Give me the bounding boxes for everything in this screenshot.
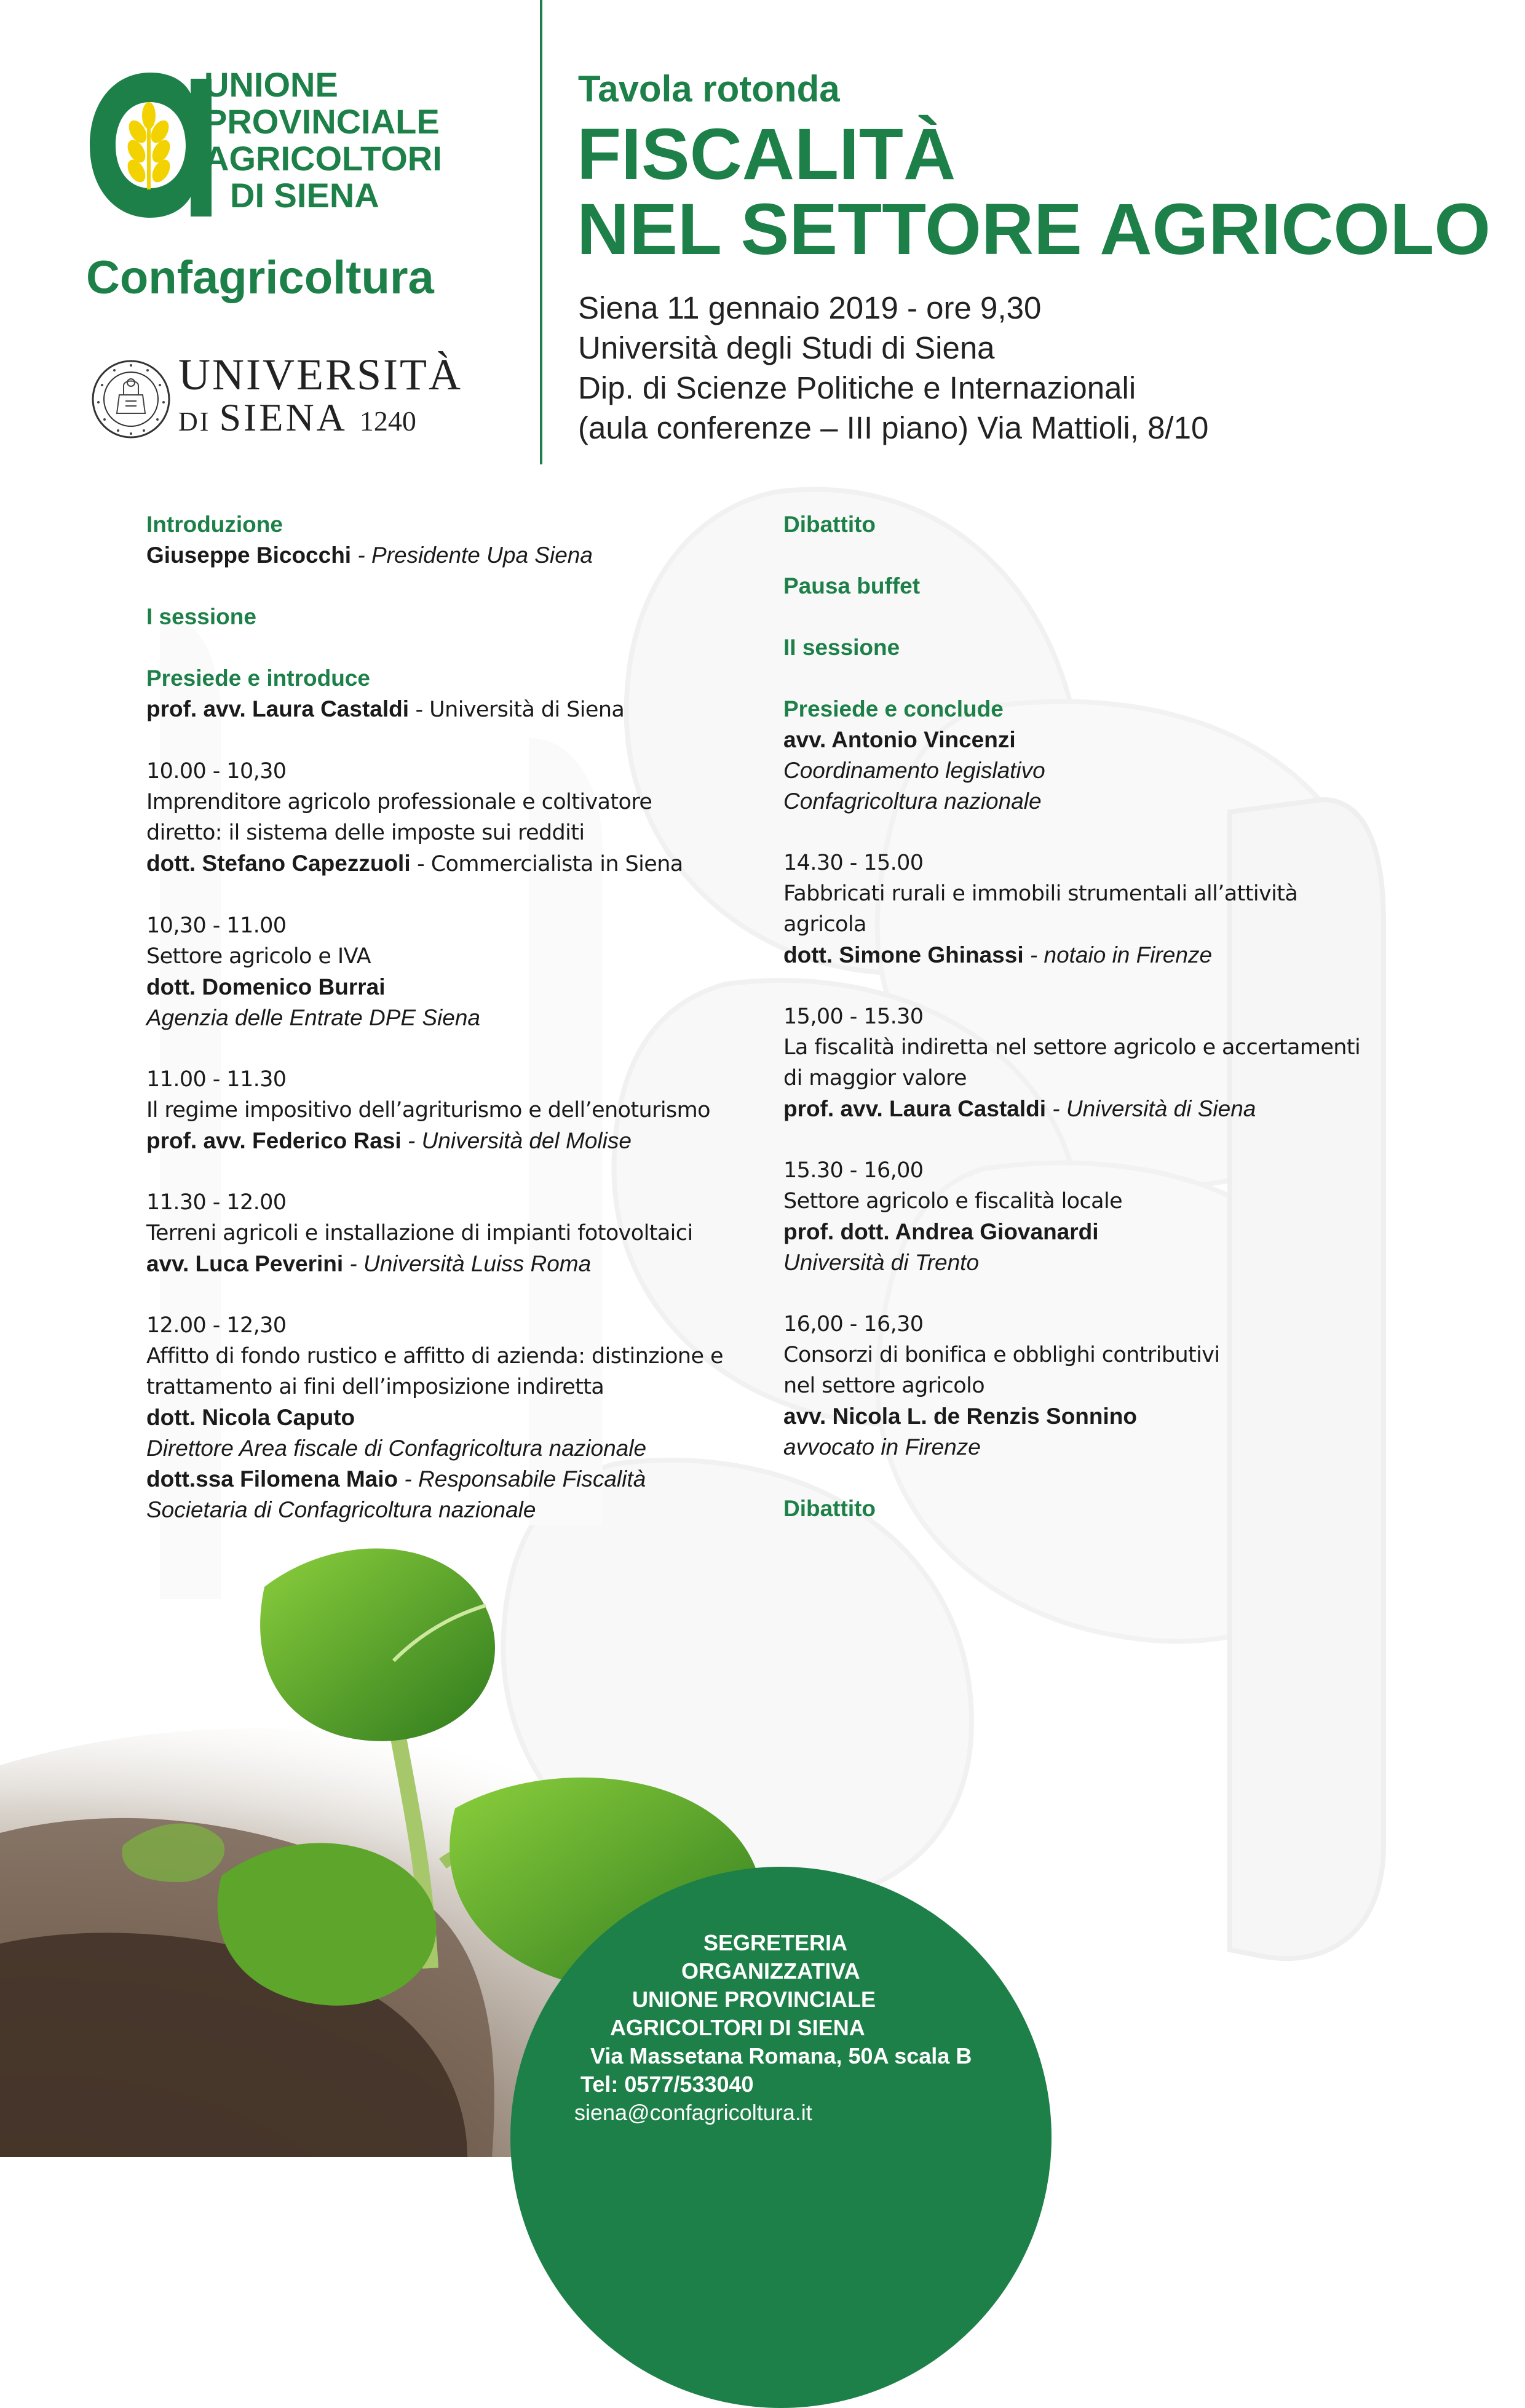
confagricoltura-brand: Confagricoltura bbox=[86, 252, 434, 304]
debate-2 bbox=[783, 1493, 1360, 1524]
talk-speaker bbox=[146, 1126, 723, 1156]
upa-logo-icon bbox=[85, 66, 215, 221]
speaker-name: Giuseppe Bicocchi bbox=[146, 542, 352, 568]
logo-line-3: AGRICOLTORI bbox=[204, 139, 442, 178]
speaker-role: Università Luiss Roma bbox=[363, 1251, 592, 1276]
upa-logo-text bbox=[204, 66, 442, 214]
talk-9 bbox=[783, 1309, 1360, 1463]
speaker-name: avv. Luca Peverini bbox=[146, 1251, 344, 1276]
talk-8 bbox=[783, 1155, 1360, 1278]
talk-title: Il regime impositivo dell’agriturismo e dell’enoturismo bbox=[146, 1098, 710, 1123]
speaker-name: prof. dott. Andrea Giovanardi bbox=[783, 1219, 1099, 1244]
speaker-role-cont: Societaria di Confagricoltura nazionale bbox=[146, 1497, 536, 1522]
debate-1 bbox=[783, 509, 1360, 540]
talk-4 bbox=[146, 1187, 723, 1279]
footer-line-4: AGRICOLTORI DI SIENA bbox=[610, 2015, 865, 2040]
footer-line-2: ORGANIZZATIVA bbox=[681, 1958, 860, 1984]
talk-7 bbox=[783, 1001, 1360, 1124]
separator: - bbox=[409, 697, 430, 722]
talk-speaker bbox=[783, 1094, 1360, 1124]
session-1-heading: I sessione bbox=[146, 604, 256, 629]
university-year: 1240 bbox=[359, 405, 416, 437]
separator: - bbox=[343, 1251, 364, 1276]
university-siena bbox=[178, 395, 416, 440]
talk-title: Imprenditore agricolo professionale e coltivatore bbox=[146, 790, 652, 814]
speaker-role-cont: Confagricoltura nazionale bbox=[783, 789, 1042, 814]
title-line-1: FISCALITÀ bbox=[577, 114, 956, 195]
lunch-break bbox=[783, 571, 1360, 602]
footer-email-link[interactable]: siena@confagricoltura.it bbox=[574, 2100, 812, 2125]
talk-5 bbox=[146, 1310, 723, 1525]
separator: - bbox=[410, 852, 431, 876]
intro-heading: Introduzione bbox=[146, 512, 283, 537]
separator: - bbox=[401, 1128, 422, 1153]
talk-title-cont: diretto: il sistema delle imposte sui redditi bbox=[146, 821, 585, 845]
separator: - bbox=[398, 1466, 419, 1492]
talk-2 bbox=[146, 910, 723, 1033]
separator: - bbox=[1046, 1096, 1066, 1121]
page-title bbox=[577, 114, 1491, 270]
speaker-role: Responsabile Fiscalità bbox=[418, 1466, 646, 1492]
intro-speaker bbox=[146, 540, 723, 571]
session-2-heading: II sessione bbox=[783, 635, 900, 660]
separator: - bbox=[1023, 942, 1044, 968]
footer-address: Via Massetana Romana, 50A scala B bbox=[590, 2043, 972, 2068]
talk-title-cont: di maggior valore bbox=[783, 1066, 967, 1091]
talk-time: 11.30 - 12.00 bbox=[146, 1190, 287, 1215]
talk-speaker bbox=[783, 940, 1360, 971]
talk-3 bbox=[146, 1064, 723, 1156]
speaker-role: Commercialista in Siena bbox=[430, 852, 683, 876]
speaker-name: prof. avv. Federico Rasi bbox=[146, 1128, 402, 1153]
speaker-role: avvocato in Firenze bbox=[783, 1434, 981, 1460]
talk-title: Affitto di fondo rustico e affitto di azienda: distinzione e bbox=[146, 1344, 723, 1369]
talk-title: Settore agricolo e fiscalità locale bbox=[783, 1189, 1123, 1214]
program-left-column bbox=[146, 509, 723, 1525]
talk-time: 16,00 - 16,30 bbox=[783, 1312, 924, 1337]
talk-1 bbox=[146, 756, 723, 880]
speaker-name: dott. Simone Ghinassi bbox=[783, 942, 1024, 968]
speaker-name: avv. Antonio Vincenzi bbox=[783, 727, 1016, 752]
university-seal-icon bbox=[90, 358, 172, 440]
footer-phone: Tel: 0577/533040 bbox=[580, 2072, 754, 2097]
session-1-chair bbox=[146, 663, 723, 725]
talk-time: 12.00 - 12,30 bbox=[146, 1313, 287, 1338]
speaker-role: Università di Trento bbox=[783, 1250, 980, 1275]
talk-time: 14.30 - 15.00 bbox=[783, 851, 924, 875]
speaker-role: Università di Siena bbox=[429, 697, 625, 722]
lunch-heading: Pausa buffet bbox=[783, 573, 921, 598]
event-room-address: (aula conferenze – III piano) Via Mattioli, 8/10 bbox=[578, 410, 1209, 445]
talk-title: Consorzi di bonifica e obblighi contributivi bbox=[783, 1343, 1220, 1367]
chair-heading: Presiede e conclude bbox=[783, 696, 1004, 721]
talk-title: Settore agricolo e IVA bbox=[146, 944, 371, 969]
speaker-role: Agenzia delle Entrate DPE Siena bbox=[146, 1005, 481, 1030]
talk-time: 10.00 - 10,30 bbox=[146, 759, 287, 784]
university-di: DI bbox=[178, 407, 211, 437]
talk-6 bbox=[783, 848, 1360, 971]
chair-speaker bbox=[146, 694, 723, 725]
talk-title-cont: nel settore agricolo bbox=[783, 1373, 985, 1398]
talk-title-cont: trattamento ai fini dell’imposizione indiretta bbox=[146, 1375, 604, 1399]
university-siena-word: SIENA bbox=[219, 395, 347, 439]
event-department: Dip. di Scienze Politiche e Internazionali bbox=[578, 370, 1136, 405]
logo-line-2: PROVINCIALE bbox=[204, 102, 440, 141]
talk-title: Fabbricati rurali e immobili strumentali all’attività bbox=[783, 881, 1298, 906]
talk-speaker-2 bbox=[146, 1464, 723, 1495]
event-type: Tavola rotonda bbox=[578, 68, 840, 109]
logo-line-1: UNIONE bbox=[204, 65, 338, 104]
footer-line-1: SEGRETERIA bbox=[703, 1930, 848, 1955]
session-1 bbox=[146, 602, 723, 632]
university-name: UNIVERSITÀ bbox=[178, 350, 462, 399]
session-2 bbox=[783, 632, 1360, 663]
event-details bbox=[578, 288, 1208, 448]
separator: - bbox=[351, 542, 371, 568]
header-divider bbox=[540, 0, 542, 464]
talk-speaker bbox=[146, 1249, 723, 1279]
footer-line-3: UNIONE PROVINCIALE bbox=[632, 1987, 876, 2012]
program-right-column bbox=[783, 509, 1360, 1524]
event-venue: Università degli Studi di Siena bbox=[578, 330, 995, 365]
speaker-name: dott. Nicola Caputo bbox=[146, 1405, 355, 1430]
program-intro bbox=[146, 509, 723, 571]
speaker-name: avv. Nicola L. de Renzis Sonnino bbox=[783, 1404, 1137, 1429]
speaker-name: prof. avv. Laura Castaldi bbox=[146, 696, 409, 721]
speaker-name: prof. avv. Laura Castaldi bbox=[783, 1096, 1046, 1121]
session-2-chair bbox=[783, 694, 1360, 817]
speaker-role: Università del Molise bbox=[421, 1128, 632, 1153]
debate-heading: Dibattito bbox=[783, 512, 876, 537]
speaker-role: Coordinamento legislativo bbox=[783, 758, 1045, 783]
logo-line-4: DI SIENA bbox=[230, 176, 379, 215]
talk-time: 15,00 - 15.30 bbox=[783, 1004, 924, 1029]
talk-time: 11.00 - 11.30 bbox=[146, 1067, 287, 1092]
debate-heading: Dibattito bbox=[783, 1496, 876, 1521]
talk-title: La fiscalità indiretta nel settore agricolo e accertamenti bbox=[783, 1035, 1361, 1060]
speaker-role: Direttore Area fiscale di Confagricoltura nazionale bbox=[146, 1436, 647, 1461]
speaker-role: Università di Siena bbox=[1066, 1096, 1256, 1121]
speaker-role: notaio in Firenze bbox=[1044, 942, 1213, 968]
speaker-name: dott.ssa Filomena Maio bbox=[146, 1466, 398, 1492]
chair-heading: Presiede e introduce bbox=[146, 666, 370, 691]
talk-time: 15.30 - 16,00 bbox=[783, 1158, 924, 1183]
title-line-2: NEL SETTORE AGRICOLO bbox=[577, 189, 1491, 270]
talk-speaker bbox=[146, 848, 723, 880]
speaker-name: dott. Stefano Capezzuoli bbox=[146, 851, 411, 876]
talk-title-cont: agricola bbox=[783, 912, 866, 937]
speaker-name: dott. Domenico Burrai bbox=[146, 974, 386, 999]
event-date: Siena 11 gennaio 2019 - ore 9,30 bbox=[578, 290, 1042, 325]
talk-time: 10,30 - 11.00 bbox=[146, 913, 287, 938]
speaker-role: Presidente Upa Siena bbox=[371, 542, 593, 568]
talk-title: Terreni agricoli e installazione di impianti fotovoltaici bbox=[146, 1221, 693, 1246]
